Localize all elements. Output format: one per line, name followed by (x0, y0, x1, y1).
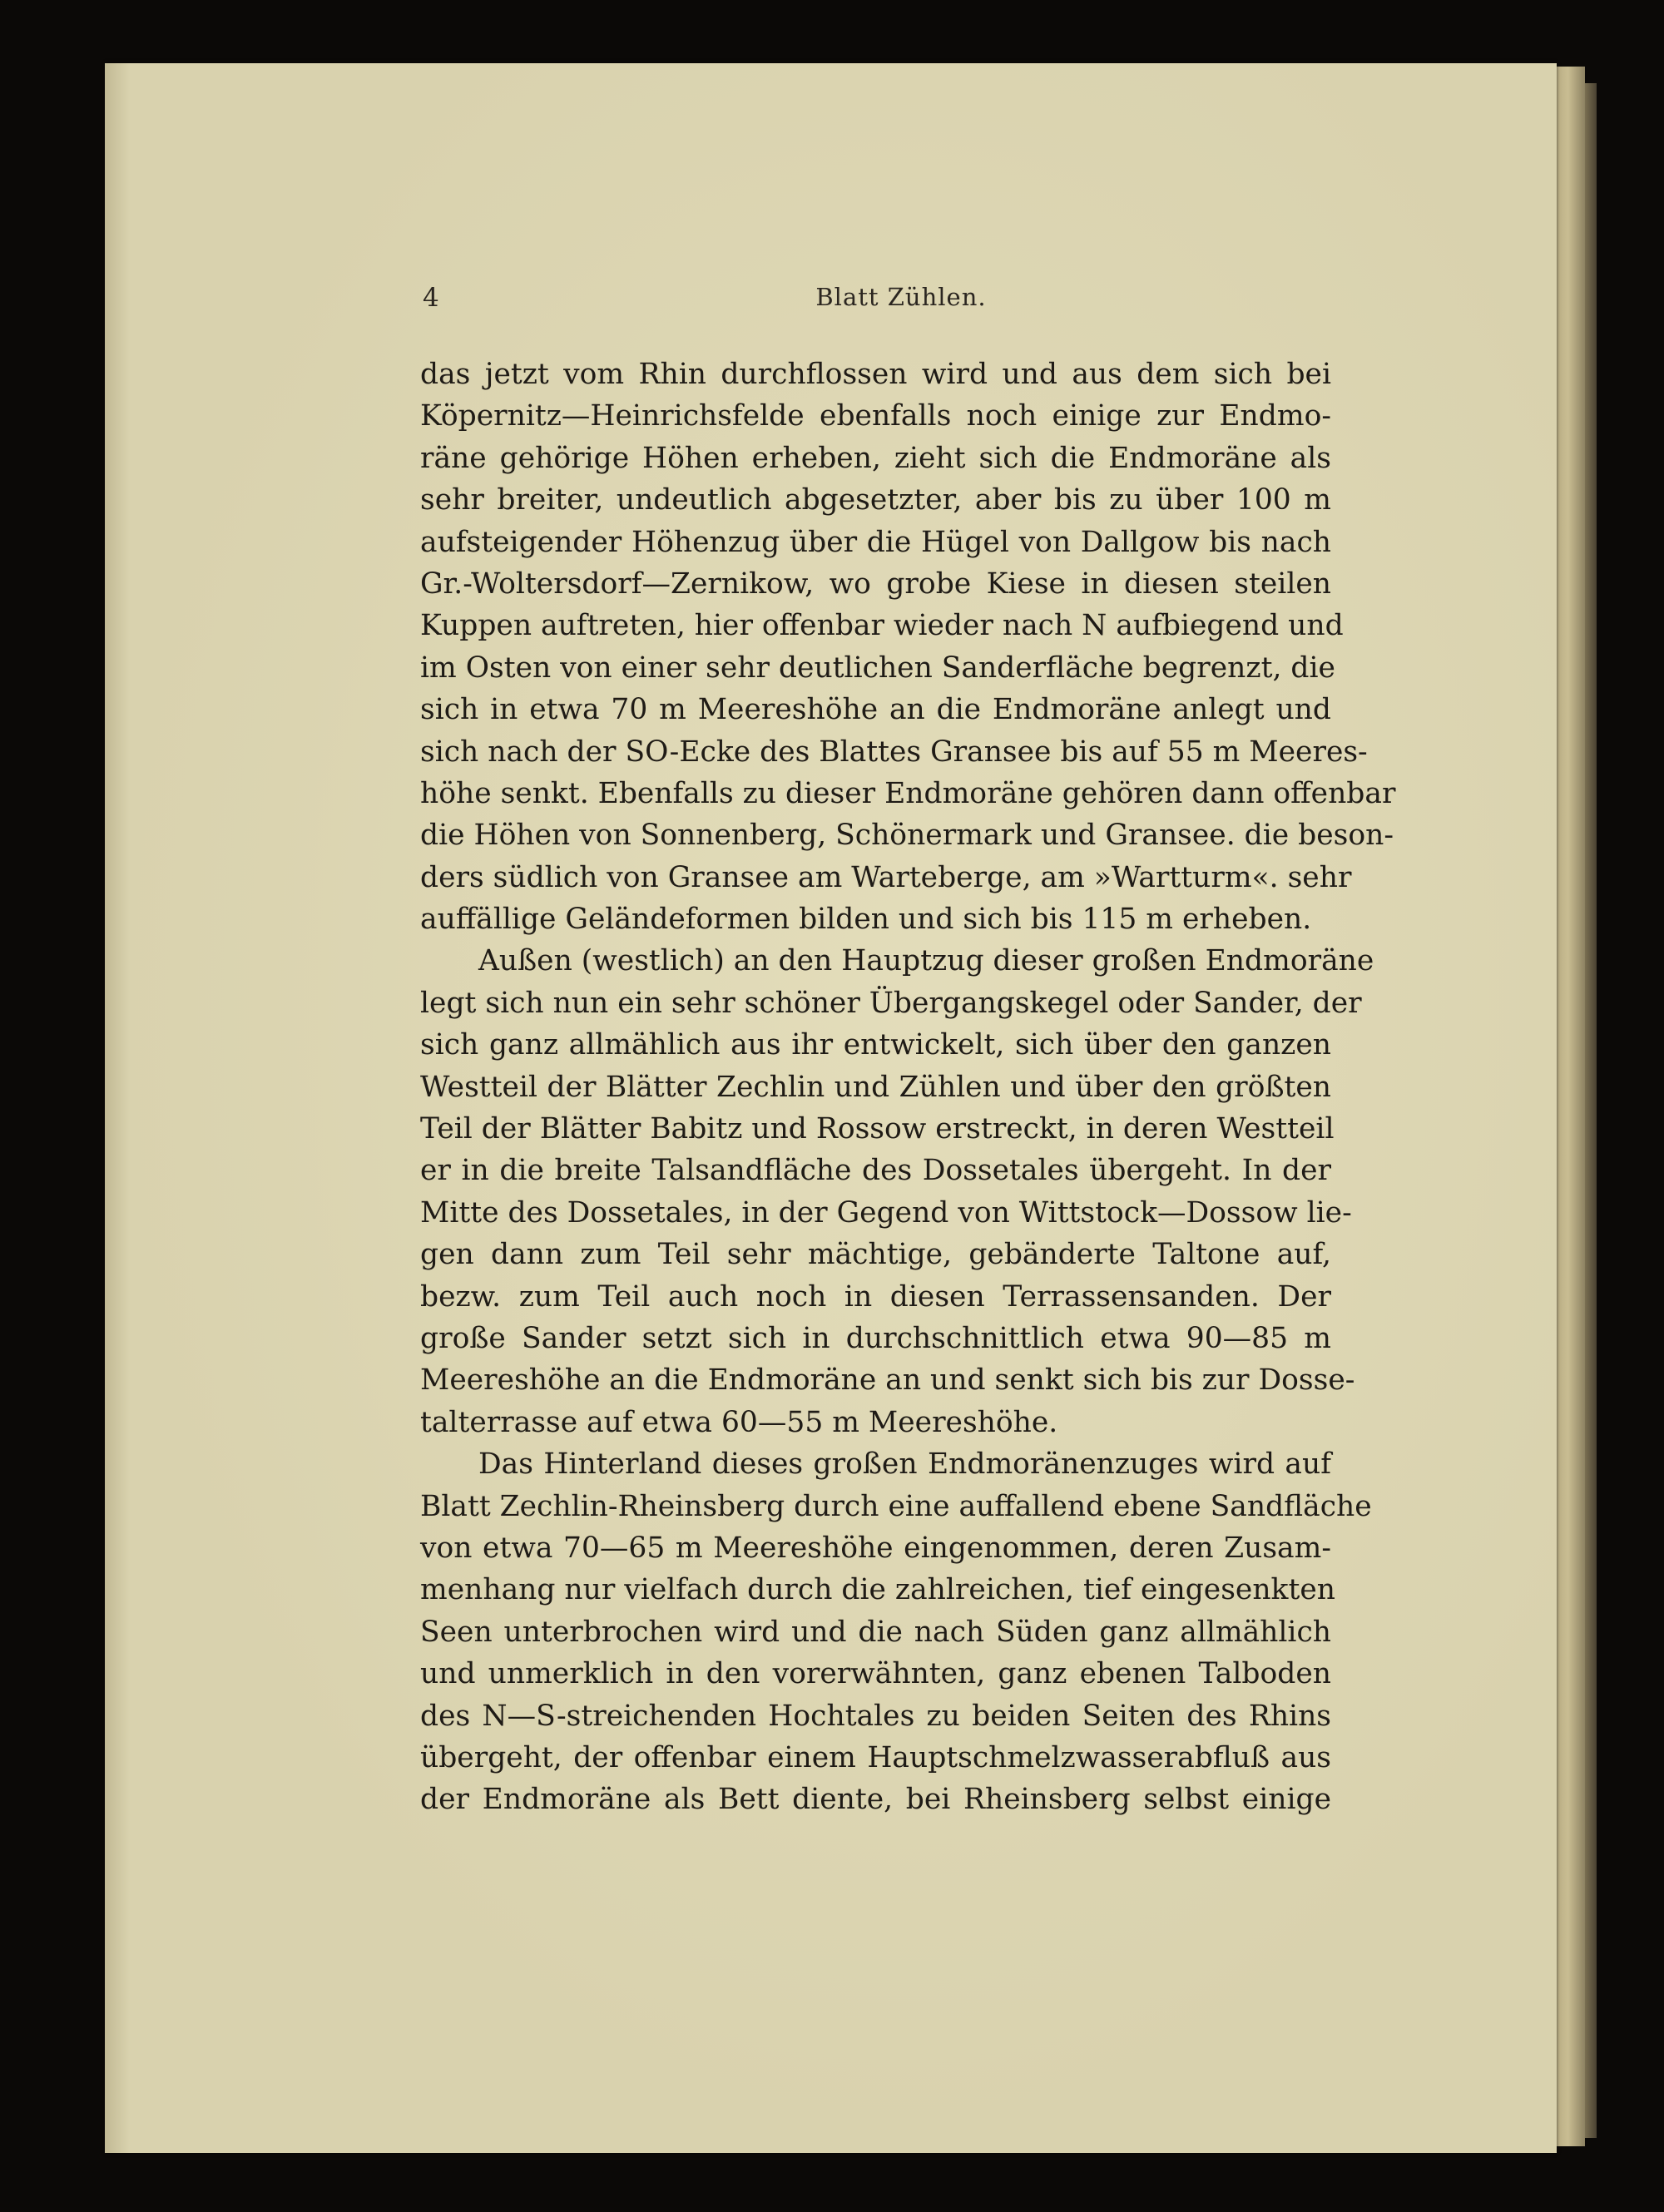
text-line: Kuppen auftreten, hier offenbar wieder nach N aufbiegend und (420, 609, 1344, 643)
text-line: sich ganz allmählich aus ihr entwickelt, sich über den ganzen (420, 1028, 1331, 1062)
text-line: sehr breiter, undeutlich abgesetzter, aber bis zu über 100 m (420, 483, 1331, 517)
text-line: übergeht, der offenbar einem Hauptschmelzwasserabfluß aus (420, 1740, 1331, 1774)
text-line: Seen unterbrochen wird und die nach Süden ganz allmählich (420, 1615, 1331, 1649)
text-line: räne gehörige Höhen erheben, zieht sich die Endmoräne als (420, 441, 1331, 475)
text-line: Außen (westlich) an den Hauptzug dieser großen Endmoräne (478, 944, 1374, 978)
text-line: legt sich nun ein sehr schöner Übergangskegel oder Sander, der (420, 986, 1362, 1020)
text-line: bezw. zum Teil auch noch in diesen Terrassensanden. Der (420, 1279, 1331, 1314)
text-line: im Osten von einer sehr deutlichen Sanderfläche begrenzt, die (420, 651, 1335, 685)
book-edge (1585, 83, 1597, 2138)
text-line: ders südlich von Gransee am Warteberge, am »Wartturm«. sehr (420, 860, 1352, 894)
text-line: gen dann zum Teil sehr mächtige, gebänderte Taltone auf, (420, 1238, 1331, 1272)
text-line: Meereshöhe an die Endmoräne an und senkt sich bis zur Dosse- (420, 1363, 1355, 1398)
page-edge (1557, 67, 1585, 2146)
page-header (423, 283, 1338, 316)
text-line: Mitte des Dossetales, in der Gegend von Wittstock—Dossow lie- (420, 1195, 1352, 1230)
text-line: menhang nur vielfach durch die zahlreichen, tief eingesenkten (420, 1573, 1335, 1607)
text-line: er in die breite Talsandfläche des Dossetales übergeht. In der (420, 1154, 1331, 1188)
text-line: Teil der Blätter Babitz und Rossow erstreckt, in deren Westteil (420, 1112, 1335, 1146)
body-text (420, 354, 1396, 1821)
text-line: auffällige Geländeformen bilden und sich bis 115 m erheben. (420, 903, 1312, 937)
text-line: Das Hinterland dieses großen Endmoränenzuges wird auf (478, 1447, 1331, 1482)
text-line: aufsteigender Höhenzug über die Hügel von Dallgow bis nach (420, 525, 1331, 559)
text-line: und unmerklich in den vorerwähnten, ganz ebenen Talboden (420, 1657, 1331, 1691)
running-title: Blatt Zühlen. (815, 283, 987, 311)
text-line: Gr.-Woltersdorf—Zernikow, wo grobe Kiese in diesen steilen (420, 567, 1331, 601)
text-line: große Sander setzt sich in durchschnittlich etwa 90—85 m (420, 1321, 1331, 1355)
text-line: Blatt Zechlin-Rheinsberg durch eine auffallend ebene Sandfläche (420, 1489, 1372, 1523)
text-line: höhe senkt. Ebenfalls zu dieser Endmoräne gehören dann offenbar (420, 776, 1396, 810)
text-line: das jetzt vom Rhin durchflossen wird und aus dem sich bei (420, 358, 1331, 391)
text-line: Köpernitz—Heinrichsfelde ebenfalls noch einige zur Endmo- (420, 399, 1331, 433)
text-line: sich in etwa 70 m Meereshöhe an die Endmoräne anlegt und (420, 693, 1331, 727)
text-line: des N—S-streichenden Hochtales zu beiden Seiten des Rhins (420, 1699, 1331, 1733)
text-line: Westteil der Blätter Zechlin und Zühlen und über den größten (420, 1070, 1331, 1104)
text-line: sich nach der SO-Ecke des Blattes Gransee bis auf 55 m Meeres- (420, 735, 1368, 769)
page-number: 4 (423, 283, 439, 313)
text-line: die Höhen von Sonnenberg, Schönermark und Gransee. die beson- (420, 819, 1394, 853)
text-line: talterrasse auf etwa 60—55 m Meereshöhe. (420, 1405, 1058, 1439)
text-line: von etwa 70—65 m Meereshöhe eingenommen, deren Zusam- (420, 1531, 1331, 1565)
text-line: der Endmoräne als Bett diente, bei Rheinsberg selbst einige (420, 1783, 1331, 1817)
